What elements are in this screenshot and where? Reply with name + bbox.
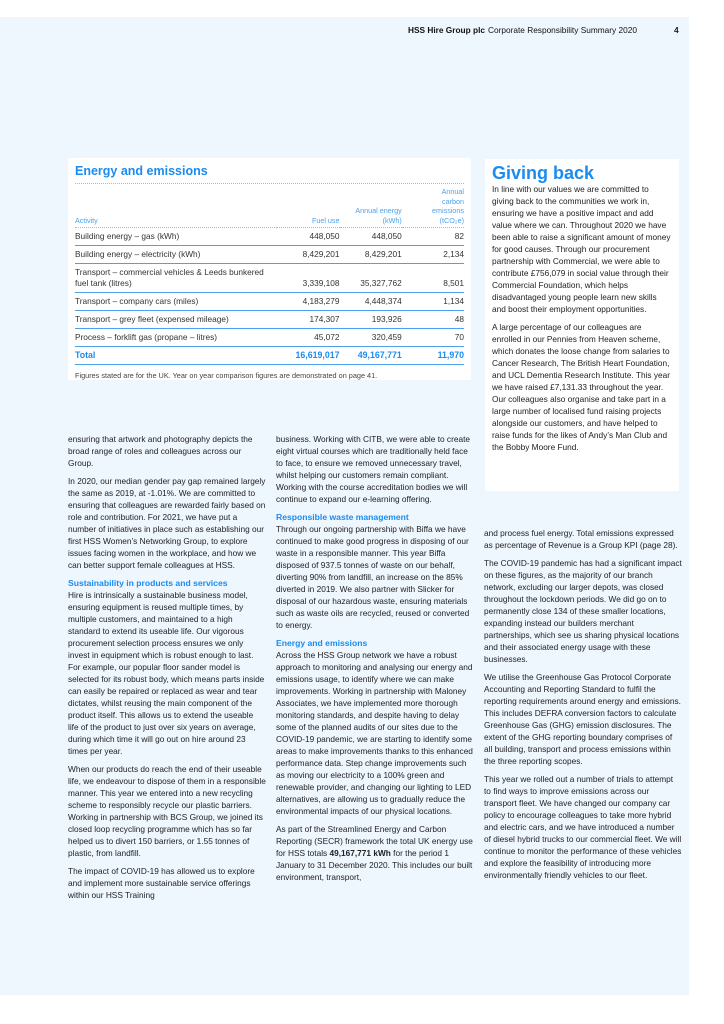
heading-energy: Energy and emissions <box>276 638 368 648</box>
text: As part of the Streamlined Energy and Carbon Reporting (SECR) framework the total UK energy use for HSS totals <box>276 824 473 858</box>
table-row <box>75 246 464 264</box>
col-header-annual-energy: Annual energy (kWh) <box>340 184 402 228</box>
document-title: Corporate Responsibility Summary 2020 <box>488 25 637 35</box>
table-cell: 193,926 <box>340 311 402 329</box>
table-row <box>75 311 464 329</box>
table-cell: Building energy – gas (kWh) <box>75 228 277 246</box>
table-cell: 448,050 <box>340 228 402 246</box>
paragraph <box>276 823 474 883</box>
column-3 <box>484 527 682 887</box>
energy-table <box>75 184 464 365</box>
table-cell: 8,429,201 <box>340 246 402 264</box>
paragraph: In 2020, our median gender pay gap remained largely the same as 2019, at -1.01%. We are committed to ensuring that colleagues are rewarded fairly based on role and contribution. For 2021, we have put a number of initiatives in place such as establishing our first HSS Women’s Networking Group, to explore issues facing women in the workplace, and how we can better support female colleagues at HSS. <box>68 476 266 570</box>
table-cell: 8,429,201 <box>277 246 339 264</box>
paragraph: Across the HSS Group network we have a robust approach to monitoring and analysing our energy and emissions usage, to identify where we can make improvements. Working in partnership with Maloney Associates, we have implemented more thorough monitoring standards, and despite having to delay some of the planned audits of our sites due to the COVID-19 pandemic, we are starting to identify some areas to make improvements thanks to this enhanced performance data. Step change improvements such as moving our electricity to a 100% green and renewable provider, and changing our lighting to LED alternatives, are allowing us to gradually reduce the environmental impacts of our physical locations. <box>276 650 473 816</box>
table-cell: 8,501 <box>402 264 464 293</box>
table-cell: Building energy – electricity (kWh) <box>75 246 277 264</box>
table-row <box>75 264 464 293</box>
running-header <box>408 25 637 35</box>
table-cell: 35,327,762 <box>340 264 402 293</box>
company-name: HSS Hire Group plc <box>408 25 485 35</box>
column-2 <box>276 433 474 889</box>
table-cell: 45,072 <box>277 329 339 347</box>
paragraph: In line with our values we are committed to giving back to the communities we work in, ensuring we have a positive impact and add value where we can. Throughout 2020 we have been able to raise a significant amount of money for good causes. Through our procurement partnership with Commercial, we were able to contribute £756,079 in social value through their Commercial Foundation, which helps disadvantaged young people learn new skills and boost their employment opportunities. <box>492 184 671 314</box>
table-cell: 3,339,108 <box>277 264 339 293</box>
heading-sustainability: Sustainability in products and services <box>68 578 228 588</box>
paragraph: This year we rolled out a number of trials to attempt to find ways to improve emissions across our transport fleet. We have changed our company car policy to encourage colleagues to take more hybrid and electric cars, and we have introduced a number of diesel hybrid trucks to our commercial fleet. We will continue to monitor the performance of these vehicles and explore the feasibility of introducing more environmentally friendly vehicles to our fleet. <box>484 774 682 880</box>
table-title: Energy and emissions <box>75 164 464 184</box>
table-cell: 82 <box>402 228 464 246</box>
text: for the period 1 January to 31 December 2020. This includes our built environment, transport, <box>276 848 473 882</box>
table-cell: 2,134 <box>402 246 464 264</box>
paragraph: The COVID-19 pandemic has had a significant impact on these figures, as the majority of our branch network, excluding our larger depots, was closed throughout the lockdown periods. We did go on to permanently close 134 of these smaller locations, expanding instead our builders merchant partnerships, which see us sharing physical locations and their associated energy usage with these businesses. <box>484 558 682 664</box>
paragraph: ensuring that artwork and photography depicts the broad range of roles and colleagues across our Group. <box>68 434 253 468</box>
col-header-carbon: Annual carbon emissions (tCO₂e) <box>402 184 464 228</box>
table-cell: 320,459 <box>340 329 402 347</box>
page-number: 4 <box>674 25 679 35</box>
table-cell: 174,307 <box>277 311 339 329</box>
col-header-fuel-use: Fuel use <box>277 184 339 228</box>
table-cell: 1,134 <box>402 293 464 311</box>
table-cell: 11,970 <box>402 347 464 365</box>
paragraph: Through our ongoing partnership with Biffa we have continued to make good progress in disposing of our waste in a responsible manner. This year Biffa disposed of 937.5 tonnes of waste on our behalf, diverting 90% from landfill, an increase on the 85% diverted in 2019. We also partner with Slicker for disposal of our hazardous waste, ensuring materials such as waste oils are recycled, reused or converted to energy. <box>276 524 470 630</box>
heading-waste: Responsible waste management <box>276 512 409 522</box>
table-cell: 70 <box>402 329 464 347</box>
table-row <box>75 293 464 311</box>
table-note: Figures stated are for the UK. Year on year comparison figures are demonstrated on page 41. <box>75 371 378 380</box>
table-cell: 4,448,374 <box>340 293 402 311</box>
paragraph: A large percentage of our colleagues are enrolled in our Pennies from Heaven scheme, which donates the loose change from salaries to Cancer Research, The British Heart Foundation, and UCL Dementia Research Institute. This year we have raised £7,131.33 throughout the year. Our colleagues also organise and take part in a large number of localised fund raising projects alongside our customers, and have helped to raise funds for the likes of Andy’s Man Club and the Bobby Moore Fund. <box>492 322 671 452</box>
table-cell: 16,619,017 <box>277 347 339 365</box>
col-header-activity: Activity <box>75 184 277 228</box>
giving-back-card <box>485 159 679 491</box>
table-cell: Transport – company cars (miles) <box>75 293 277 311</box>
table-cell: Total <box>75 347 277 365</box>
table-row <box>75 228 464 246</box>
total-row <box>75 347 464 365</box>
table-cell: 49,167,771 <box>340 347 402 365</box>
giving-back-title: Giving back <box>492 163 595 183</box>
paragraph: When our products do reach the end of their useable life, we endeavour to dispose of them in a responsible manner. This year we entered into a new recycling scheme to responsibly recycle our plastic barriers. Working in partnership with BCS Group, we joined its closed loop recycling programme which has so far helped us to divert 150 barriers, or 1.55 tonnes of plastic, from landfill. <box>68 764 266 858</box>
table-cell: 4,183,279 <box>277 293 339 311</box>
table-cell: Transport – grey fleet (expensed mileage) <box>75 311 277 329</box>
energy-table-card <box>68 158 471 380</box>
paragraph: and process fuel energy. Total emissions expressed as percentage of Revenue is a Group KPI (page 28). <box>484 528 678 550</box>
paragraph: Hire is intrinsically a sustainable business model, ensuring equipment is reused multiple times, by multiple customers, and maintained to a high standard to extend its useable life. Our vigorous procurement selection process ensures we only invest in equipment which is robust enough to last. For example, our popular floor sander model is selected for its robust body, which means parts inside can easily be repaired or replaced as wear and tear dictates, whilst reusing the main component of the product itself. This allows us to extend the useable life of the product to just over six years on average, during which time it will go out on hire around 23 times per year. <box>68 590 265 756</box>
table-row <box>75 329 464 347</box>
table-cell: 48 <box>402 311 464 329</box>
column-1 <box>68 433 266 907</box>
paragraph: The impact of COVID-19 has allowed us to explore and implement more sustainable service offerings within our HSS Training <box>68 866 255 900</box>
table-cell: Transport – commercial vehicles & Leeds bunkered fuel tank (litres) <box>75 264 277 293</box>
table-cell: Process – forklift gas (propane – litres) <box>75 329 277 347</box>
table-cell: 448,050 <box>277 228 339 246</box>
paragraph: We utilise the Greenhouse Gas Protocol Corporate Accounting and Reporting Standard to fulfil the reporting requirements around energy and emissions. This includes DEFRA conversion factors to calculate Greenhouse Gas (GHG) emission disclosures. The extent of the GHG reporting boundary comprises of all building, transport and process emissions within the three reporting scopes. <box>484 672 681 766</box>
energy-total: 49,167,771 kWh <box>329 848 391 858</box>
paragraph: business. Working with CITB, we were able to create eight virtual courses which are traditionally held face to face, to ensure we removed unnecessary travel, whilst helping our customers remain compliant. Working with the course accreditation bodies we will continue to expand our e-learning offering. <box>276 434 470 504</box>
